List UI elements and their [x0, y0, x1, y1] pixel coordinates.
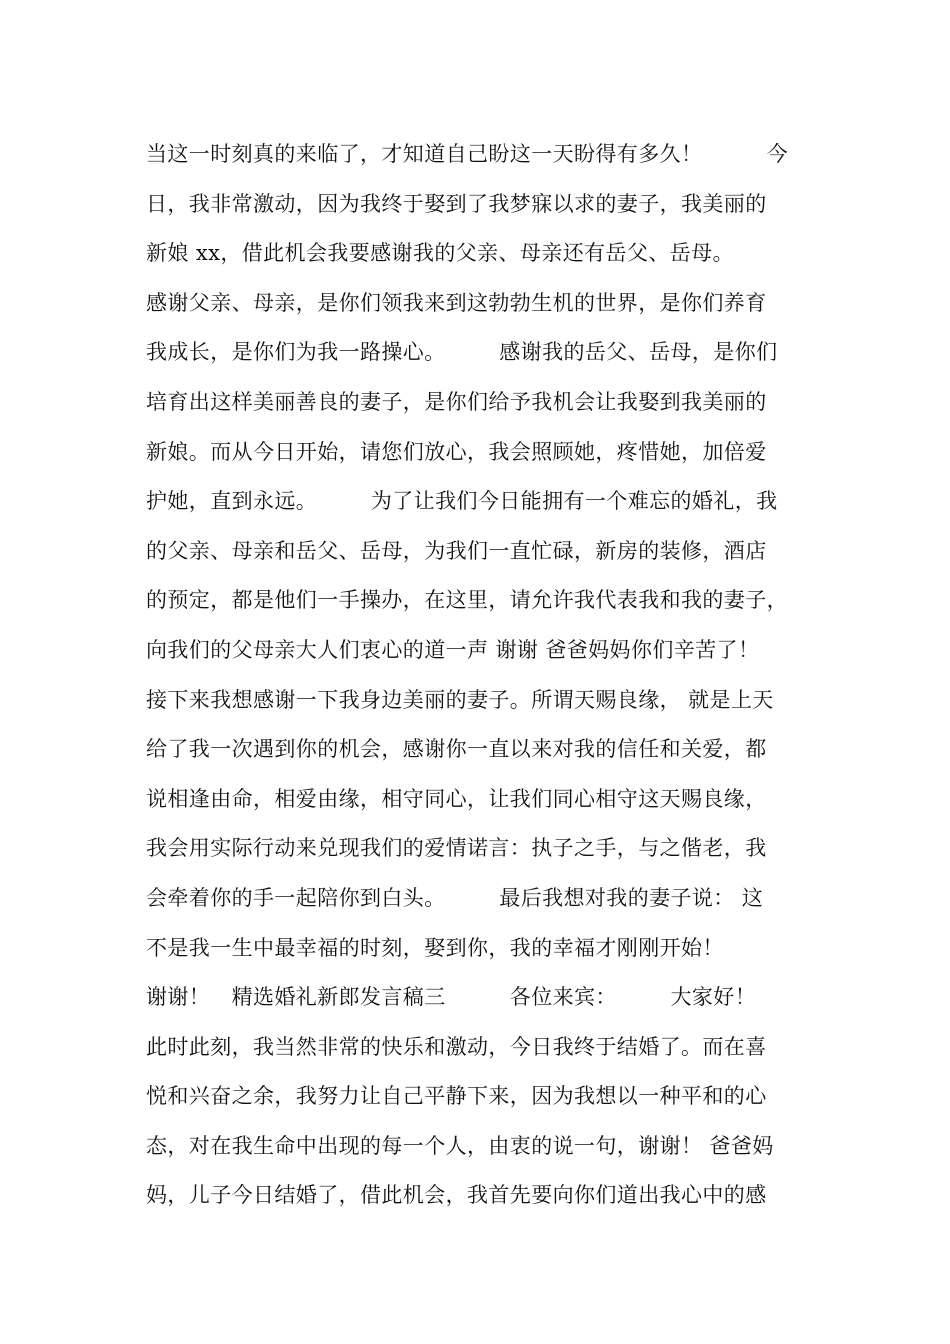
text-line: 培育出这样美丽善良的妻子，是你们给予我机会让我娶到我美丽的 — [146, 389, 767, 414]
text-line: 妈，儿子今日结婚了，借此机会，我首先要向你们道出我心中的感 — [146, 1183, 767, 1208]
text-line: 悦和兴奋之余，我努力让自己平静下来，因为我想以一种平和的心 — [146, 1084, 767, 1109]
text-line: 的父亲、母亲和岳父、岳母，为我们一直忙碌，新房的装修，酒店 — [146, 538, 767, 563]
text-line: 向我们的父母亲大人们衷心的道一声 谢谢 爸爸妈妈你们辛苦了！ — [146, 637, 760, 662]
text-line: 态，对在我生命中出现的每一个人，由衷的说一句，谢谢！ 爸爸妈 — [146, 1133, 774, 1158]
text-line: 感谢父亲、母亲，是你们领我来到这勃勃生机的世界，是你们养育 — [146, 290, 767, 315]
text-line: 我会用实际行动来兑现我们的爱情诺言：执子之手，与之偕老，我 — [146, 836, 767, 861]
text-line: 此时此刻，我当然非常的快乐和激动，今日我终于结婚了。而在喜 — [146, 1034, 767, 1059]
text-line: 接下来我想感谢一下我身边美丽的妻子。所谓天赐良缘， 就是上天 — [146, 687, 774, 712]
text-line: 新娘。而从今日开始，请您们放心，我会照顾她，疼惜她，加倍爱 — [146, 439, 767, 464]
text-line: 说相逢由命，相爱由缘，相守同心，让我们同心相守这天赐良缘， — [146, 786, 767, 811]
text-line: 谢谢！ 精选婚礼新郎发言稿三 各位来宾： 大家好！ — [146, 985, 757, 1010]
text-line: 日，我非常激动，因为我终于娶到了我梦寐以求的妻子，我美丽的 — [146, 191, 767, 216]
text-line: 当这一时刻真的来临了，才知道自己盼这一天盼得有多久！ 今 — [146, 142, 788, 166]
text-line: 的预定，都是他们一手操办，在这里，请允许我代表我和我的妻子， — [146, 588, 788, 613]
text-line: 给了我一次遇到你的机会，感谢你一直以来对我的信任和关爱，都 — [146, 737, 767, 762]
text-line: 我成长，是你们为我一路操心。 感谢我的岳父、岳母，是你们 — [146, 340, 778, 365]
speech-text-body — [146, 130, 826, 1221]
text-line: 护她，直到永远。 为了让我们今日能拥有一个难忘的婚礼，我 — [146, 489, 778, 514]
text-line: 会牵着你的手一起陪你到白头。 最后我想对我的妻子说： 这 — [146, 885, 764, 910]
text-line: 不是我一生中最幸福的时刻，娶到你，我的幸福才刚刚开始！ — [146, 935, 724, 960]
text-line: 新娘 xx，借此机会我要感谢我的父亲、母亲还有岳父、岳母。 — [146, 241, 734, 266]
